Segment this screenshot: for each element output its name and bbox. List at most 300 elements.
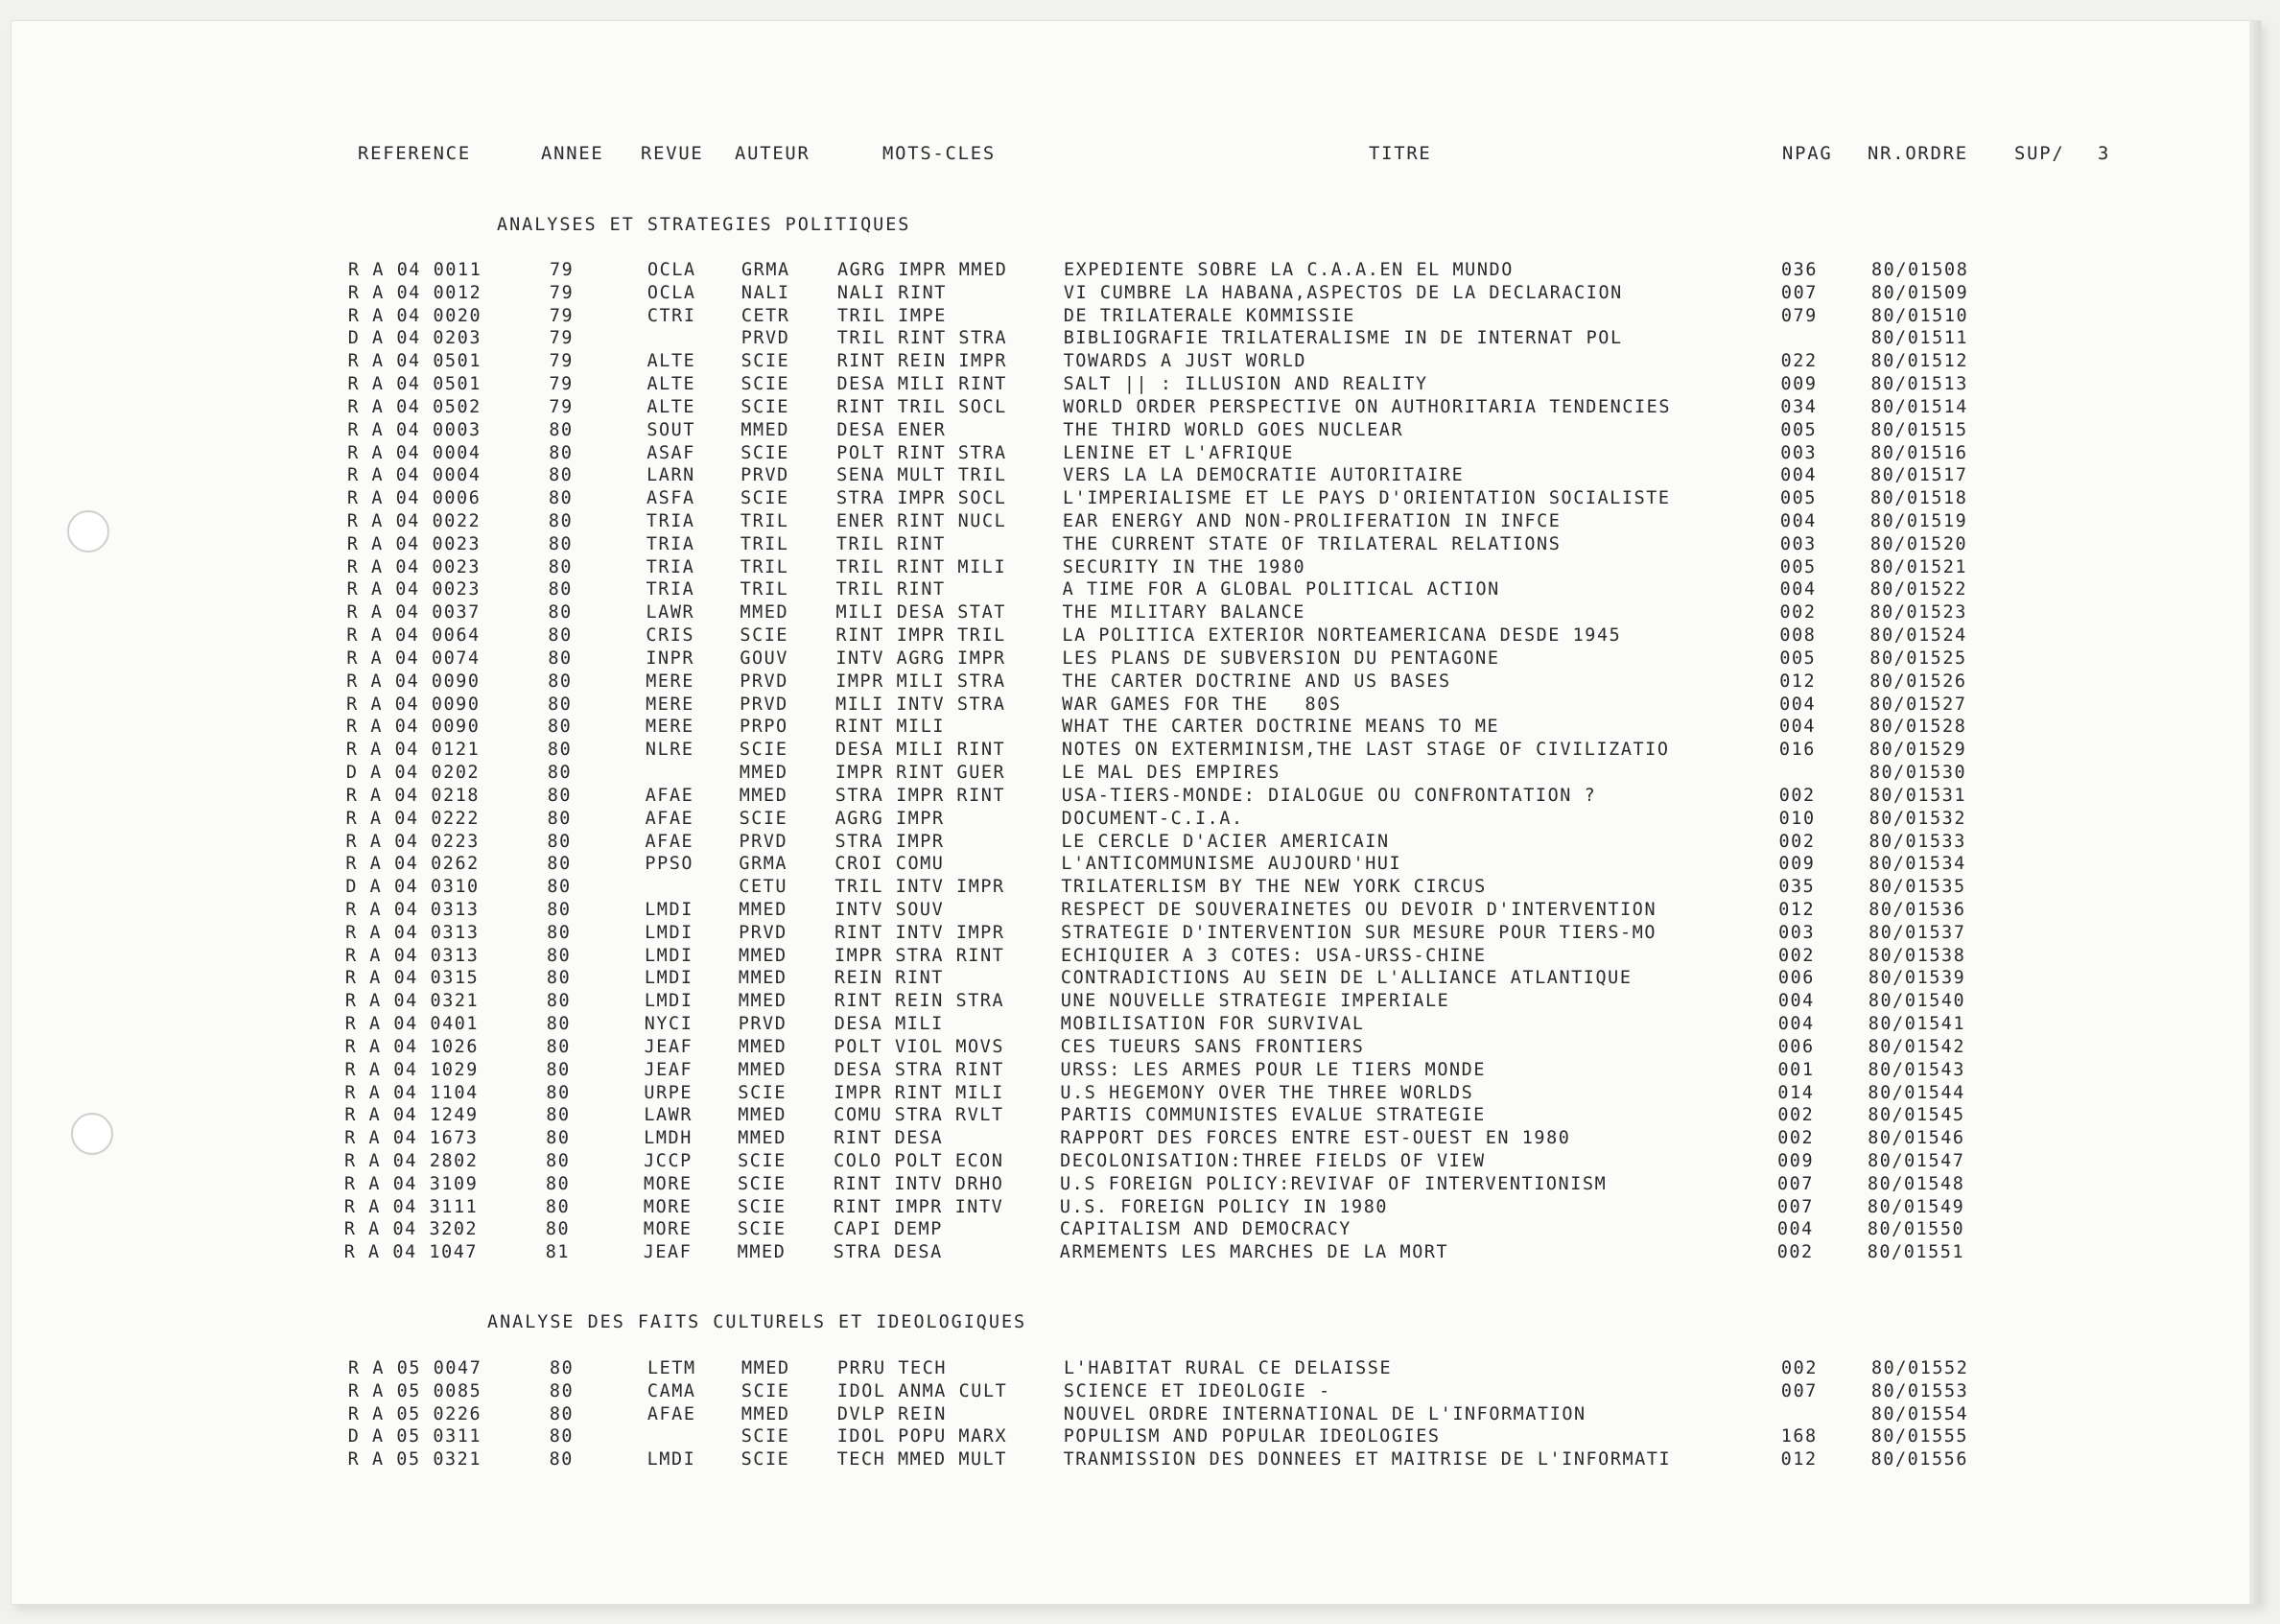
- record-mots-cles: RINT DESA: [834, 1128, 944, 1149]
- record-mots-cles: DESA MILI RINT: [834, 740, 1006, 761]
- record-reference: R A 05 0085: [347, 1380, 482, 1401]
- record-titre: TRANMISSION DES DONNEES ET MAITRISE DE L'INFORMATI: [1063, 1449, 1672, 1471]
- record-auteur: SCIE: [740, 1380, 790, 1401]
- record-auteur: SCIE: [737, 1196, 787, 1217]
- record-mots-cles: IDOL ANMA CULT: [836, 1380, 1008, 1401]
- record-npag: 003: [1778, 922, 1816, 943]
- record-reference: R A 04 0074: [346, 647, 481, 669]
- record-titre: EXPEDIENTE SOBRE LA C.A.A.EN EL MUNDO: [1064, 260, 1514, 280]
- record-revue: LMDI: [644, 968, 693, 989]
- record-titre: ECHIQUIER A 3 COTES: USA-URSS-CHINE: [1061, 945, 1487, 966]
- record-auteur: MMED: [737, 1242, 787, 1263]
- record-npag: 005: [1780, 419, 1818, 440]
- record-reference: D A 04 0202: [345, 763, 481, 784]
- record-titre: SCIENCE ET IDEOLOGIE -: [1063, 1380, 1331, 1401]
- record-nr-ordre: 80/01516: [1870, 442, 1968, 463]
- record-reference: R A 04 0121: [345, 740, 481, 761]
- record-revue: LARN: [646, 465, 695, 486]
- record-npag: 035: [1778, 877, 1816, 898]
- record-auteur: MMED: [738, 1059, 787, 1080]
- record-annee: 80: [547, 899, 572, 920]
- record-npag: 008: [1779, 625, 1817, 647]
- record-auteur: MMED: [738, 1128, 787, 1149]
- record-reference: R A 04 0090: [346, 717, 481, 738]
- record-reference: D A 05 0311: [347, 1426, 482, 1447]
- record-annee: 80: [549, 442, 574, 463]
- record-npag: 012: [1778, 899, 1816, 920]
- record-annee: 80: [547, 831, 572, 852]
- record-titre: WORLD ORDER PERSPECTIVE ON AUTHORITARIA TENDENCIES: [1063, 396, 1672, 417]
- record-annee: 80: [546, 991, 572, 1012]
- record-annee: 80: [547, 740, 573, 761]
- record-npag: 012: [1780, 1449, 1818, 1471]
- record-annee: 80: [548, 647, 573, 669]
- record-auteur: MMED: [738, 968, 787, 989]
- record-titre: BIBLIOGRAFIE TRILATERALISME IN DE INTERNAT POL: [1063, 328, 1623, 349]
- record-annee: 80: [547, 808, 572, 829]
- record-npag: 004: [1777, 991, 1815, 1012]
- record-nr-ordre: 80/01533: [1869, 831, 1966, 852]
- header-sup: SUP/: [2014, 144, 2065, 164]
- record-mots-cles: INTV SOUV: [834, 899, 945, 920]
- record-annee: 81: [545, 1242, 571, 1263]
- record-nr-ordre: 80/01526: [1869, 671, 1967, 692]
- record-npag: 007: [1776, 1196, 1814, 1217]
- record-mots-cles: INTV AGRG IMPR: [835, 647, 1006, 669]
- record-mots-cles: IMPR RINT GUER: [834, 763, 1006, 784]
- header-mots-cles: MOTS-CLES: [882, 144, 996, 164]
- record-annee: 80: [547, 854, 572, 875]
- record-titre: VERS LA LA DEMOCRATIE AUTORITAIRE: [1063, 465, 1465, 486]
- record-titre: LA POLITICA EXTERIOR NORTEAMERICANA DESDE 1945: [1062, 625, 1622, 647]
- record-reference: R A 04 0022: [346, 511, 482, 532]
- record-revue: ASAF: [646, 442, 695, 463]
- record-annee: 80: [548, 671, 573, 692]
- record-annee: 80: [546, 1150, 571, 1171]
- record-titre: U.S FOREIGN POLICY:REVIVAF OF INTERVENTIONISM: [1060, 1173, 1608, 1194]
- record-nr-ordre: 80/01543: [1868, 1059, 1965, 1080]
- record-auteur: PRVD: [740, 328, 790, 349]
- record-npag: 009: [1780, 374, 1818, 395]
- record-nr-ordre: 80/01510: [1870, 305, 1969, 326]
- record-mots-cles: STRA IMPR SOCL: [836, 488, 1007, 509]
- record-nr-ordre: 80/01552: [1871, 1358, 1969, 1378]
- record-annee: 79: [549, 282, 575, 303]
- record-npag: 004: [1776, 1219, 1814, 1240]
- record-auteur: MMED: [738, 1105, 787, 1126]
- record-annee: 80: [549, 465, 574, 486]
- record-titre: CAPITALISM AND DEMOCRACY: [1059, 1219, 1352, 1240]
- record-mots-cles: AGRG IMPR: [834, 808, 945, 829]
- record-mots-cles: DVLP REIN: [836, 1403, 947, 1424]
- record-titre: L'IMPERIALISME ET LE PAYS D'ORIENTATION SOCIALISTE: [1063, 488, 1671, 509]
- record-annee: 80: [549, 1426, 575, 1447]
- record-titre: CONTRADICTIONS AU SEIN DE L'ALLIANCE ATLANTIQUE: [1060, 968, 1633, 989]
- record-nr-ordre: 80/01528: [1869, 717, 1967, 738]
- record-npag: 007: [1777, 1173, 1815, 1194]
- record-npag: 002: [1777, 1128, 1815, 1149]
- record-nr-ordre: 80/01523: [1869, 602, 1967, 624]
- record-titre: DOCUMENT-C.I.A.: [1061, 808, 1244, 829]
- record-auteur: PRVD: [739, 831, 788, 852]
- record-mots-cles: TRIL RINT: [835, 533, 946, 554]
- record-auteur: GRMA: [739, 854, 788, 875]
- record-nr-ordre: 80/01531: [1869, 785, 1967, 806]
- record-annee: 79: [549, 351, 574, 372]
- record-annee: 80: [548, 556, 574, 577]
- record-revue: LAWR: [644, 1105, 693, 1126]
- record-reference: R A 04 2802: [344, 1150, 479, 1171]
- record-mots-cles: MILI DESA STAT: [835, 602, 1006, 624]
- header-nr-ordre: NR.ORDRE: [1868, 144, 1968, 164]
- record-mots-cles: IDOL POPU MARX: [836, 1426, 1008, 1447]
- header-revue: REVUE: [641, 144, 704, 164]
- record-reference: R A 04 0262: [345, 854, 480, 875]
- record-revue: SOUT: [646, 419, 696, 440]
- record-auteur: MMED: [739, 945, 787, 966]
- record-revue: AFAE: [645, 831, 694, 852]
- record-auteur: TRIL: [740, 533, 789, 554]
- record-npag: 002: [1777, 1105, 1815, 1126]
- record-npag: 003: [1779, 533, 1817, 554]
- record-reference: R A 04 1047: [343, 1242, 479, 1263]
- record-mots-cles: IMPR RINT MILI: [834, 1082, 1004, 1103]
- record-npag: 002: [1778, 785, 1816, 806]
- record-npag: 009: [1778, 854, 1816, 875]
- record-nr-ordre: 80/01542: [1868, 1036, 1965, 1057]
- record-auteur: CETU: [739, 877, 788, 898]
- record-mots-cles: AGRG IMPR MMED: [837, 260, 1008, 280]
- record-npag: 004: [1779, 579, 1817, 600]
- page-edge: [2249, 21, 2261, 1604]
- record-mots-cles: RINT REIN IMPR: [836, 351, 1008, 372]
- record-npag: 006: [1777, 968, 1815, 989]
- record-mots-cles: TECH MMED MULT: [836, 1449, 1008, 1471]
- record-npag: 022: [1780, 351, 1818, 372]
- record-reference: R A 04 0401: [344, 1014, 480, 1035]
- record-nr-ordre: 80/01536: [1869, 899, 1966, 920]
- record-revue: ALTE: [646, 351, 696, 372]
- record-titre: ARMEMENTS LES MARCHES DE LA MORT: [1059, 1242, 1449, 1263]
- record-nr-ordre: 80/01518: [1870, 488, 1968, 509]
- record-annee: 79: [549, 396, 574, 417]
- record-revue: URPE: [644, 1082, 693, 1103]
- record-annee: 79: [550, 260, 575, 280]
- record-nr-ordre: 80/01545: [1868, 1105, 1965, 1126]
- record-titre: LENINE ET L'AFRIQUE: [1063, 442, 1294, 463]
- record-npag: 005: [1780, 488, 1818, 509]
- record-titre: U.S HEGEMONY OVER THE THREE WORLDS: [1060, 1082, 1474, 1103]
- record-reference: R A 04 0315: [344, 968, 480, 989]
- record-reference: R A 04 0090: [346, 694, 481, 715]
- record-mots-cles: RINT INTV DRHO: [834, 1173, 1004, 1194]
- record-mots-cles: PRRU TECH: [837, 1358, 948, 1378]
- record-auteur: TRIL: [740, 579, 789, 600]
- record-auteur: MMED: [739, 785, 788, 806]
- record-reference: R A 04 0003: [347, 419, 482, 440]
- record-reference: R A 04 0223: [345, 831, 480, 852]
- record-npag: 002: [1781, 1358, 1819, 1378]
- record-revue: JEAF: [644, 1059, 693, 1080]
- record-auteur: SCIE: [740, 1426, 790, 1447]
- record-annee: 80: [549, 1403, 575, 1424]
- record-reference: R A 04 0313: [345, 922, 480, 943]
- record-revue: TRIA: [646, 556, 695, 577]
- record-annee: 80: [545, 1196, 571, 1217]
- record-annee: 80: [549, 1380, 575, 1401]
- record-nr-ordre: 80/01547: [1868, 1150, 1965, 1171]
- record-annee: 80: [548, 511, 574, 532]
- record-annee: 80: [546, 1082, 571, 1103]
- record-titre: LE CERCLE D'ACIER AMERICAIN: [1061, 831, 1390, 852]
- record-auteur: PRPO: [740, 717, 788, 738]
- record-reference: R A 04 0023: [346, 579, 482, 600]
- record-titre: THE MILITARY BALANCE: [1062, 602, 1305, 624]
- record-reference: R A 04 0501: [347, 351, 482, 372]
- record-nr-ordre: 80/01538: [1869, 945, 1966, 966]
- record-reference: R A 04 0502: [347, 396, 482, 417]
- record-annee: 80: [546, 1105, 571, 1126]
- record-nr-ordre: 80/01546: [1868, 1128, 1965, 1149]
- record-nr-ordre: 80/01521: [1869, 556, 1968, 577]
- record-titre: PARTIS COMMUNISTES EVALUE STRATEGIE: [1060, 1105, 1486, 1126]
- record-mots-cles: STRA IMPR RINT: [834, 785, 1006, 806]
- record-titre: RESPECT DE SOUVERAINETES OU DEVOIR D'INTERVENTION: [1061, 899, 1657, 920]
- record-nr-ordre: 80/01539: [1868, 968, 1966, 989]
- record-nr-ordre: 80/01527: [1869, 694, 1967, 715]
- record-titre: THE CARTER DOCTRINE AND US BASES: [1062, 671, 1451, 692]
- record-npag: 003: [1780, 442, 1818, 463]
- section-title: ANALYSES ET STRATEGIES POLITIQUES: [497, 215, 911, 235]
- record-annee: 80: [546, 968, 572, 989]
- record-npag: 009: [1777, 1150, 1815, 1171]
- record-titre: POPULISM AND POPULAR IDEOLOGIES: [1063, 1426, 1441, 1447]
- record-revue: TRIA: [646, 511, 695, 532]
- record-mots-cles: IMPR STRA RINT: [834, 945, 1005, 966]
- record-titre: DE TRILATERALE KOMMISSIE: [1063, 305, 1355, 326]
- header-titre: TITRE: [1369, 144, 1432, 164]
- record-auteur: SCIE: [739, 740, 788, 761]
- record-npag: 002: [1778, 945, 1816, 966]
- record-revue: ALTE: [646, 374, 696, 395]
- record-revue: MERE: [646, 694, 694, 715]
- record-mots-cles: CAPI DEMP: [833, 1219, 943, 1240]
- record-reference: R A 04 0006: [347, 488, 482, 509]
- record-auteur: SCIE: [740, 625, 789, 647]
- record-reference: R A 04 0004: [347, 442, 482, 463]
- record-titre: NOUVEL ORDRE INTERNATIONAL DE L'INFORMATION: [1063, 1403, 1587, 1424]
- record-mots-cles: SENA MULT TRIL: [836, 465, 1007, 486]
- record-titre: WHAT THE CARTER DOCTRINE MEANS TO ME: [1062, 717, 1500, 738]
- record-mots-cles: TRIL RINT STRA: [836, 328, 1008, 349]
- record-nr-ordre: 80/01534: [1869, 854, 1966, 875]
- header-reference: REFERENCE: [358, 144, 471, 164]
- record-reference: R A 04 0011: [348, 260, 482, 280]
- record-auteur: PRVD: [740, 671, 788, 692]
- record-annee: 80: [548, 579, 573, 600]
- record-revue: TRIA: [646, 533, 695, 554]
- record-npag: 079: [1780, 305, 1818, 326]
- record-auteur: TRIL: [740, 511, 789, 532]
- record-titre: TOWARDS A JUST WORLD: [1063, 351, 1307, 372]
- record-auteur: SCIE: [740, 351, 790, 372]
- record-nr-ordre: 80/01519: [1869, 511, 1968, 532]
- record-annee: 80: [550, 1358, 575, 1378]
- record-auteur: CETR: [740, 305, 790, 326]
- record-annee: 80: [546, 1173, 571, 1194]
- record-revue: LMDH: [644, 1128, 693, 1149]
- record-mots-cles: MILI INTV STRA: [835, 694, 1006, 715]
- record-reference: R A 04 3111: [343, 1196, 479, 1217]
- record-titre: WAR GAMES FOR THE 80S: [1062, 694, 1342, 715]
- record-reference: R A 05 0321: [347, 1449, 482, 1471]
- record-npag: 016: [1778, 740, 1816, 761]
- record-mots-cles: TRIL RINT MILI: [835, 556, 1007, 577]
- record-auteur: SCIE: [738, 1082, 787, 1103]
- record-revue: CRIS: [646, 625, 695, 647]
- record-annee: 80: [548, 602, 573, 624]
- record-revue: NLRE: [645, 740, 694, 761]
- record-annee: 80: [549, 488, 574, 509]
- record-auteur: MMED: [740, 419, 790, 440]
- record-reference: R A 04 0313: [345, 945, 480, 966]
- record-annee: 80: [547, 877, 572, 898]
- record-nr-ordre: 80/01514: [1870, 396, 1968, 417]
- record-revue: MORE: [644, 1173, 693, 1194]
- record-reference: R A 04 0037: [346, 602, 481, 624]
- record-titre: U.S. FOREIGN POLICY IN 1980: [1059, 1196, 1389, 1217]
- record-nr-ordre: 80/01520: [1869, 533, 1968, 554]
- record-auteur: SCIE: [740, 374, 790, 395]
- record-npag: 001: [1777, 1059, 1815, 1080]
- record-auteur: SCIE: [740, 396, 790, 417]
- record-reference: R A 04 0064: [346, 625, 481, 647]
- record-npag: 007: [1780, 1380, 1818, 1401]
- page-number: 3: [2098, 144, 2111, 164]
- record-mots-cles: RINT IMPR INTV: [833, 1196, 1004, 1217]
- record-annee: 79: [549, 374, 574, 395]
- record-nr-ordre: 80/01544: [1868, 1082, 1965, 1103]
- record-titre: LES PLANS DE SUBVERSION DU PENTAGONE: [1062, 647, 1500, 669]
- record-mots-cles: RINT TRIL SOCL: [836, 396, 1007, 417]
- record-titre: URSS: LES ARMES POUR LE TIERS MONDE: [1060, 1059, 1487, 1080]
- record-nr-ordre: 80/01548: [1868, 1173, 1965, 1194]
- record-revue: LAWR: [646, 602, 695, 624]
- record-mots-cles: COLO POLT ECON: [834, 1150, 1004, 1171]
- record-reference: R A 04 0020: [347, 305, 482, 326]
- record-reference: R A 04 1673: [344, 1128, 479, 1149]
- record-revue: MERE: [646, 717, 694, 738]
- record-annee: 79: [549, 328, 575, 349]
- record-annee: 80: [548, 625, 573, 647]
- record-mots-cles: RINT INTV IMPR: [834, 922, 1005, 943]
- record-nr-ordre: 80/01551: [1867, 1242, 1965, 1263]
- record-revue: OCLA: [646, 282, 696, 303]
- record-npag: 014: [1777, 1082, 1815, 1103]
- record-titre: SECURITY IN THE 1980: [1062, 556, 1306, 577]
- record-revue: INPR: [646, 647, 695, 669]
- record-reference: R A 04 0218: [345, 785, 481, 806]
- record-nr-ordre: 80/01535: [1869, 877, 1966, 898]
- record-reference: D A 04 0310: [345, 877, 480, 898]
- record-mots-cles: TRIL IMPE: [836, 305, 947, 326]
- record-auteur: SCIE: [739, 808, 788, 829]
- record-auteur: TRIL: [740, 556, 789, 577]
- record-nr-ordre: 80/01555: [1870, 1426, 1969, 1447]
- record-mots-cles: STRA DESA: [833, 1242, 943, 1263]
- record-reference: R A 04 0090: [346, 671, 481, 692]
- record-revue: LMDI: [645, 945, 693, 966]
- record-annee: 80: [547, 763, 573, 784]
- record-nr-ordre: 80/01530: [1869, 763, 1967, 784]
- record-nr-ordre: 80/01537: [1869, 922, 1966, 943]
- record-mots-cles: RINT IMPR TRIL: [835, 625, 1006, 647]
- record-auteur: GRMA: [741, 260, 790, 280]
- record-titre: RAPPORT DES FORCES ENTRE EST-OUEST EN 1980: [1060, 1128, 1571, 1149]
- record-titre: LE MAL DES EMPIRES: [1061, 763, 1281, 784]
- record-titre: A TIME FOR A GLOBAL POLITICAL ACTION: [1062, 579, 1500, 600]
- record-reference: R A 04 1029: [344, 1059, 479, 1080]
- record-auteur: PRVD: [738, 1014, 787, 1035]
- record-titre: DECOLONISATION:THREE FIELDS OF VIEW: [1060, 1150, 1486, 1171]
- record-npag: 168: [1780, 1426, 1818, 1447]
- record-nr-ordre: 80/01550: [1867, 1219, 1965, 1240]
- record-annee: 80: [549, 1449, 574, 1471]
- record-npag: 010: [1778, 808, 1816, 829]
- record-mots-cles: NALI RINT: [836, 282, 947, 303]
- record-auteur: SCIE: [738, 1150, 787, 1171]
- record-reference: R A 04 0501: [347, 374, 482, 395]
- record-reference: R A 04 0023: [346, 556, 482, 577]
- record-reference: R A 04 1026: [344, 1036, 480, 1057]
- header-npag: NPAG: [1782, 144, 1833, 164]
- record-auteur: SCIE: [738, 1173, 787, 1194]
- record-reference: R A 04 0313: [345, 899, 480, 920]
- record-auteur: GOUV: [740, 647, 789, 669]
- record-mots-cles: STRA IMPR: [834, 831, 945, 852]
- record-titre: MOBILISATION FOR SURVIVAL: [1060, 1014, 1365, 1035]
- record-revue: LMDI: [646, 1449, 696, 1471]
- record-revue: CTRI: [646, 305, 696, 326]
- header-annee: ANNEE: [541, 144, 604, 164]
- record-mots-cles: TRIL RINT: [835, 579, 946, 600]
- record-reference: R A 04 0321: [344, 991, 480, 1012]
- record-annee: 80: [549, 419, 574, 440]
- record-nr-ordre: 80/01508: [1871, 260, 1969, 280]
- record-annee: 80: [545, 1219, 571, 1240]
- record-titre: VI CUMBRE LA HABANA,ASPECTOS DE LA DECLARACION: [1063, 282, 1623, 303]
- record-mots-cles: DESA ENER: [836, 419, 947, 440]
- record-npag: 006: [1777, 1036, 1815, 1057]
- record-revue: ALTE: [646, 396, 696, 417]
- record-auteur: PRVD: [739, 922, 787, 943]
- punch-hole: [67, 510, 109, 553]
- record-auteur: MMED: [739, 899, 787, 920]
- record-titre: EAR ENERGY AND NON-PROLIFERATION IN INFCE: [1062, 511, 1562, 532]
- record-revue: LMDI: [645, 922, 693, 943]
- record-nr-ordre: 80/01517: [1870, 465, 1968, 486]
- record-auteur: MMED: [738, 1036, 787, 1057]
- record-npag: 002: [1776, 1242, 1814, 1263]
- record-revue: LMDI: [644, 991, 693, 1012]
- record-revue: AFAE: [645, 808, 694, 829]
- record-nr-ordre: 80/01509: [1870, 282, 1969, 303]
- record-mots-cles: TRIL INTV IMPR: [834, 877, 1005, 898]
- record-nr-ordre: 80/01511: [1870, 328, 1969, 349]
- record-auteur: SCIE: [740, 1449, 790, 1471]
- record-annee: 80: [547, 785, 573, 806]
- record-reference: R A 04 1104: [344, 1082, 479, 1103]
